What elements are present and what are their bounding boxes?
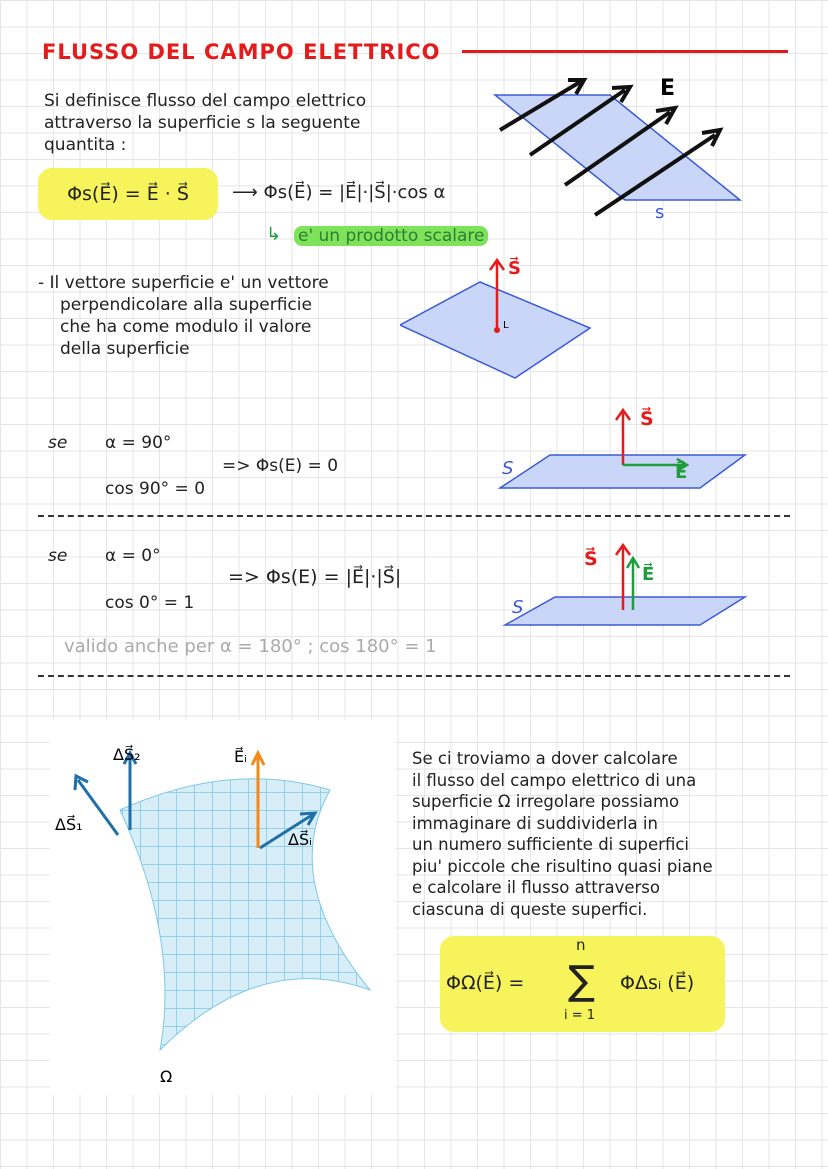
- definition-line: - Il vettore superficie e' un vettore: [38, 273, 329, 293]
- text-line: immaginare di suddividerla in: [412, 813, 658, 833]
- case-label: se: [48, 433, 68, 453]
- vector-label: S⃗: [640, 408, 654, 430]
- vector-label: ΔS⃗ᵢ: [288, 830, 312, 849]
- surface-vector-diagram: [400, 250, 600, 385]
- intro-line: quantita :: [44, 135, 127, 155]
- flux-result: => Φs(E) = |E⃗|·|S⃗|: [228, 566, 402, 588]
- text-line: Se ci troviamo a dover calcolare: [412, 749, 678, 768]
- formula-term: ΦΔsᵢ (E⃗): [620, 972, 695, 994]
- definition-line: perpendicolare alla superficie: [60, 295, 312, 315]
- definition-line: della superficie: [60, 339, 190, 359]
- intro-text: [44, 90, 366, 156]
- vector-label: ΔS⃗₂: [113, 745, 141, 764]
- flux-planar-diagram: [480, 70, 760, 220]
- surface-plane: [505, 597, 745, 625]
- hook-arrow-icon: ↳: [266, 224, 282, 245]
- angle-condition: α = 0°: [105, 546, 161, 566]
- vector-label: E⃗: [675, 462, 688, 483]
- parallel-field-diagram: [490, 390, 760, 500]
- surface-grid: [120, 779, 370, 1050]
- text-line: il flusso del campo elettrico di una: [412, 770, 697, 790]
- scalar-product-note: e' un prodotto scalare: [294, 226, 488, 246]
- text-line: un numero sufficiente di superfici: [412, 835, 690, 854]
- cosine-value: cos 0° = 1: [105, 593, 195, 613]
- sum-upper-limit: n: [576, 936, 586, 954]
- text-line: piu' piccole che risultino quasi piane: [412, 856, 713, 876]
- right-angle-mark: L: [503, 320, 509, 331]
- aligned-field-diagram: [500, 535, 760, 630]
- text-line: e calcolare il flusso attraverso: [412, 878, 660, 897]
- text-line: superficie Ω irregolare possiamo: [412, 792, 680, 811]
- divider: [38, 675, 790, 677]
- title-underline: [462, 50, 788, 53]
- intro-line: Si definisce flusso del campo elettrico: [44, 91, 367, 111]
- field-label: E: [660, 76, 676, 101]
- definition-line: che ha come modulo il valore: [60, 317, 312, 337]
- flux-result: => Φs(E) = 0: [222, 456, 339, 476]
- surface-label: S: [512, 597, 524, 618]
- sum-lower-limit: i = 1: [564, 1008, 596, 1023]
- vector-label: ΔS⃗₁: [55, 815, 83, 834]
- sigma-symbol: ∑: [568, 958, 595, 1004]
- text-line: ciascuna di queste superfici.: [412, 899, 648, 919]
- divider: [38, 515, 790, 517]
- sum-formula-box: [440, 936, 725, 1032]
- vector-label: S⃗: [508, 258, 521, 279]
- surface-label: S: [502, 458, 514, 479]
- page-title: FLUSSO DEL CAMPO ELETTRICO: [42, 40, 441, 64]
- vector-label: S⃗: [584, 548, 598, 570]
- vector-label: E⃗ᵢ: [234, 747, 247, 766]
- flux-definition-formula: Φs(E⃗) = E⃗ · S⃗: [38, 168, 218, 220]
- surface-label: Ω: [160, 1067, 173, 1086]
- surface-label: s: [655, 202, 665, 220]
- validity-note: valido anche per α = 180° ; cos 180° = 1: [64, 636, 437, 657]
- intro-line: attraverso la superficie s la seguente: [44, 113, 361, 133]
- formula-lhs: ΦΩ(E⃗) =: [446, 972, 525, 994]
- flux-expanded-formula: ⟶ Φs(E⃗) = |E⃗|·|S⃗|·cos α: [232, 182, 446, 203]
- irregular-surface-diagram: [50, 720, 395, 1095]
- irregular-surface-text: [412, 748, 713, 920]
- cosine-value: cos 90° = 0: [105, 479, 206, 499]
- vector-definition: [38, 272, 329, 360]
- angle-condition: α = 90°: [105, 433, 172, 453]
- case-label: se: [48, 546, 68, 566]
- vector-label: E⃗: [642, 564, 655, 585]
